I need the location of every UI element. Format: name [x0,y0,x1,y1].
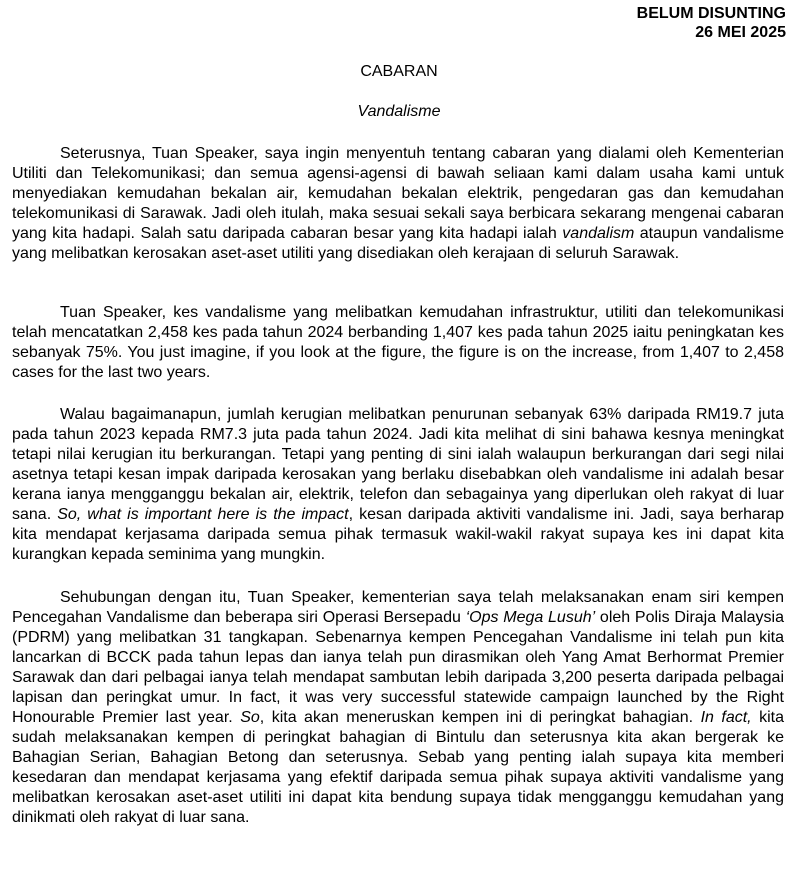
section-subtitle: Vandalisme [357,103,441,120]
text-run: So, what is important here is the impact [57,506,349,523]
paragraph-1 [12,144,784,264]
paragraph-2 [12,303,784,383]
unedited-status: BELUM DISUNTING [636,5,786,22]
text-run: , kesan daripada aktiviti vandalisme ini. Jadi, saya berharap kita mendapat kerjasama daripada semua pihak termasuk wakil-wakil rakyat supaya kes ini dapat kita kurangkan kepada seminima yang mungkin. [12,506,785,563]
paragraph-3 [12,405,784,565]
text-run: In fact, [700,709,752,726]
text-run: So [240,709,260,726]
text-run: Walau bagaimanapun, jumlah kerugian melibatkan penurunan sebanyak 63% daripada RM19.7 juta pada tahun 2023 kepada RM7.3 juta pada tahun 2024. Jadi kita melihat di sini bahawa kesnya meningkat tetapi nilai kerugian itu berkurangan. Tetapi yang penting di sini ialah walaupun berkurangan dari segi nilai asetnya tetapi kesan impak daripada kerosakan yang berlaku disebabkan oleh vandalisme ini adalah besar kerana ianya mengganggu bekalan air, elektrik, telefon dan sebagainya yang diperlukan oleh rakyat di luar sana. [12,406,784,523]
text-run: ‘Ops Mega Lusuh’ [465,609,596,626]
text-run: vandalism [562,225,635,242]
section-title: CABARAN [360,63,438,80]
text-run: ataupun vandalisme yang melibatkan kerosakan aset-aset utiliti yang disediakan oleh kerajaan di seluruh Sarawak. [12,225,785,262]
document-date: 26 MEI 2025 [695,24,786,41]
paragraph-4 [12,588,784,828]
document-header [637,4,786,42]
text-run: , kita akan meneruskan kempen ini di peringkat bahagian. [259,709,701,726]
text-run: Tuan Speaker, kes vandalisme yang melibatkan kemudahan infrastruktur, utiliti dan telekomunikasi telah mencatatkan 2,458 kes pada tahun 2024 berbanding 1,407 kes pada tahun 2025 iaitu peningkatan kes sebanyak 75%. You just imagine, if you look at the figure, the figure is on the increase, from 1,407 to 2,458 cases for the last two years. [12,304,784,381]
text-run: Sehubungan dengan itu, Tuan Speaker, kementerian saya telah melaksanakan enam siri kempen Pencegahan Vandalisme dan beberapa siri Operasi Bersepadu [12,589,784,626]
text-run: kita sudah melaksanakan kempen di peringkat bahagian di Bintulu dan seterusnya kita akan bergerak ke Bahagian Serian, Bahagian Betong dan seterusnya. Sebab yang penting ialah supaya kita memberi kesedaran dan mendapat kerjasama yang efektif daripada semua pihak supaya aktiviti vandalisme yang melibatkan kerosakan aset-aset utiliti ini dapat kita bendung supaya tidak mengganggu kemudahan yang dinikmati oleh rakyat di luar sana. [12,709,784,826]
text-run: Seterusnya, Tuan Speaker, saya ingin menyentuh tentang cabaran yang dialami oleh Kementerian Utiliti dan Telekomunikasi; dan semua agensi-agensi di bawah seliaan kami dalam usaha kami untuk menyediakan kemudahan bekalan air, kemudahan bekalan elektrik, pengedaran gas dan kemudahan telekomunikasi di Sarawak. Jadi oleh itulah, maka sesuai sekali saya berbicara sekarang mengenai cabaran yang kita hadapi. Salah satu daripada cabaran besar yang kita hadapi ialah [12,145,784,242]
text-run: oleh Polis Diraja Malaysia (PDRM) yang melibatkan 31 tangkapan. Sebenarnya kempen Pencegahan Vandalisme ini telah pun kita lancarkan di BCCK pada tahun lepas dan ianya telah pun dirasmikan oleh Yang Amat Berhormat Premier Sarawak dan dari pelbagai ianya telah mendapat sambutan lebih daripada 3,200 peserta daripada pelbagai lapisan dan peringkat umur. In fact, it was very successful statewide campaign launched by the Right Honourable Premier last year. [12,609,784,726]
